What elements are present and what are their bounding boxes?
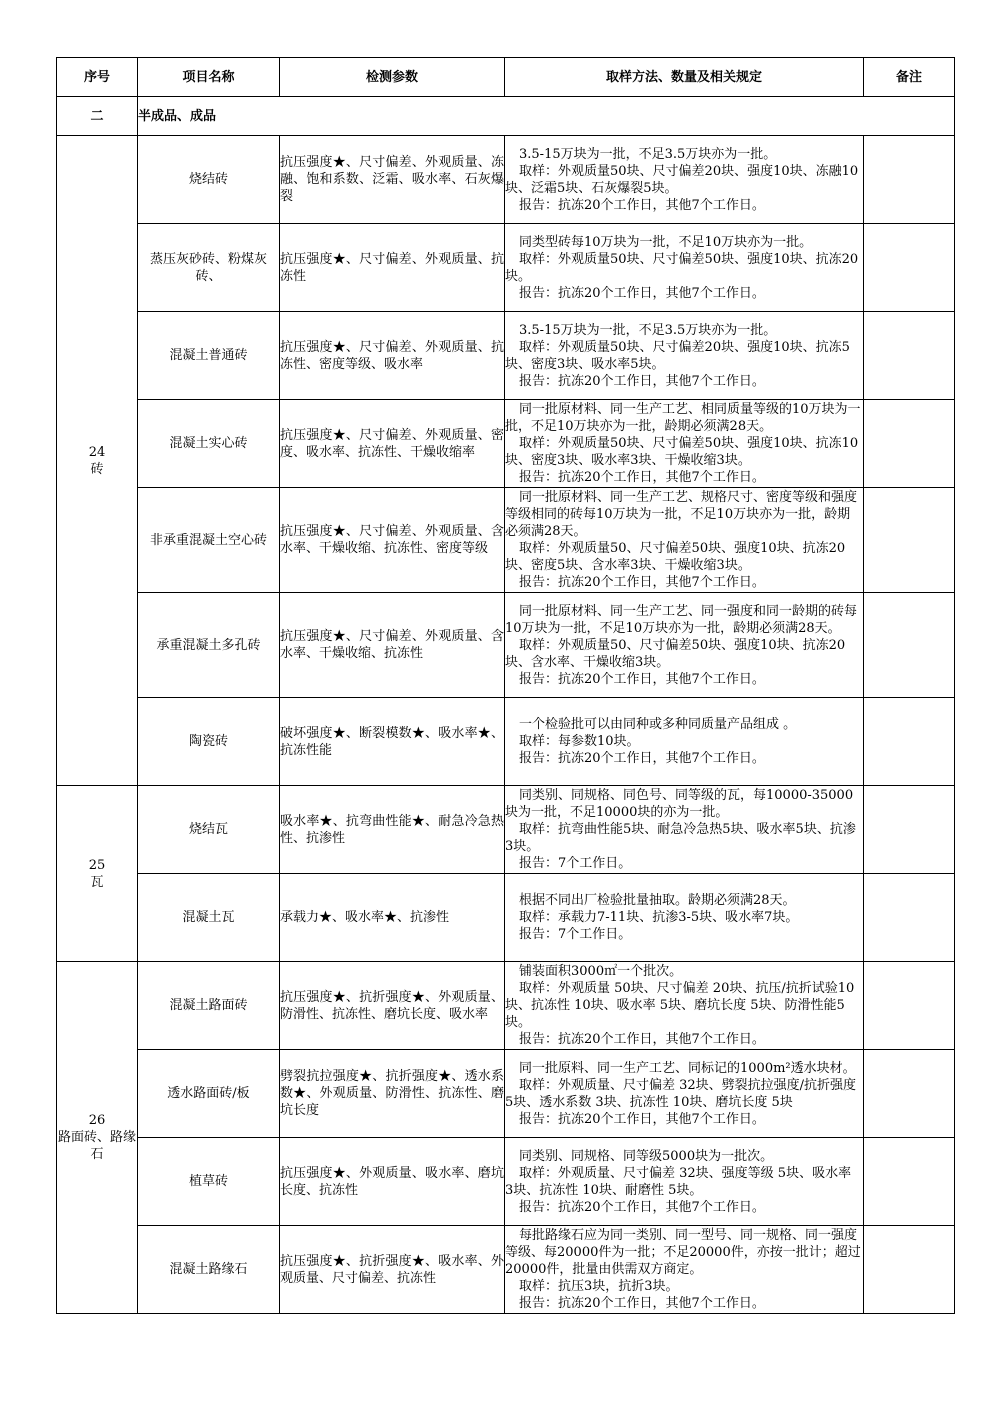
table-row	[57, 593, 955, 698]
item-name: 混凝土瓦	[138, 874, 280, 962]
item-rules	[505, 1226, 864, 1314]
item-name: 陶瓷砖	[138, 698, 280, 786]
item-note	[864, 400, 955, 488]
item-note	[864, 488, 955, 593]
rule-line: 报告：抗冻20个工作日，其他7个工作日。	[519, 1199, 765, 1215]
item-params: 抗压强度★、抗折强度★、外观质量、防滑性、抗冻性、磨坑长度、吸水率	[280, 962, 505, 1050]
item-params: 抗压强度★、尺寸偏差、外观质量、含水率、干燥收缩、抗冻性	[280, 593, 505, 698]
item-params: 劈裂抗拉强度★、抗折强度★、透水系数★、外观质量、防滑性、抗冻性、磨坑长度	[280, 1050, 505, 1138]
section-no: 二	[57, 97, 138, 136]
table-body	[57, 97, 955, 1314]
table-row	[57, 962, 955, 1050]
item-note	[864, 962, 955, 1050]
table-row	[57, 488, 955, 593]
item-params: 抗压强度★、尺寸偏差、外观质量、密度、吸水率、抗冻性、干燥收缩率	[280, 400, 505, 488]
table-row	[57, 1226, 955, 1314]
rule-line: 同一批原料、同一生产工艺、同标记的1000m²透水块材。	[519, 1060, 856, 1076]
rule-line: 报告：7个工作日。	[519, 927, 632, 942]
section-title: 半成品、成品	[138, 97, 955, 136]
rule-line: 报告：抗冻20个工作日，其他7个工作日。	[519, 285, 765, 301]
item-note	[864, 1226, 955, 1314]
rule-line: 报告：抗冻20个工作日，其他7个工作日。	[519, 575, 765, 590]
item-name: 混凝土普通砖	[138, 312, 280, 400]
rule-line: 取样：承载力7-11块、抗渗3-5块、吸水率7块。	[519, 910, 799, 925]
header-params: 检测参数	[280, 58, 505, 97]
item-note	[864, 1050, 955, 1138]
item-name: 烧结瓦	[138, 786, 280, 874]
item-rules	[505, 874, 864, 962]
rule-line: 报告：抗冻20个工作日，其他7个工作日。	[519, 373, 765, 389]
item-params: 抗压强度★、尺寸偏差、外观质量、抗冻性	[280, 224, 505, 312]
rule-line: 同类型砖每10万块为一批，不足10万块亦为一批。	[519, 234, 813, 250]
item-note	[864, 874, 955, 962]
item-name: 烧结砖	[138, 136, 280, 224]
group-name: 砖	[90, 461, 104, 477]
rule-line: 报告：抗冻20个工作日，其他7个工作日。	[519, 197, 765, 213]
rule-line: 根据不同出厂检验批量抽取。龄期必须满28天。	[519, 893, 796, 908]
rule-line: 同类别、同规格、同等级5000块为一批次。	[519, 1148, 774, 1164]
table-header-row	[57, 58, 955, 97]
item-rules	[505, 400, 864, 488]
item-name: 混凝土路缘石	[138, 1226, 280, 1314]
rule-line: 取样：外观质量50块、尺寸偏差20块、强度10块、冻融10块、泛霜5块、石灰爆裂5块。	[505, 163, 859, 196]
item-rules	[505, 593, 864, 698]
table-row	[57, 224, 955, 312]
table-row	[57, 698, 955, 786]
item-name: 混凝土实心砖	[138, 400, 280, 488]
rule-line: 3.5-15万块为一批，不足3.5万块亦为一批。	[519, 146, 777, 162]
rule-line: 同一批原材料、同一生产工艺、相同质量等级的10万块为一批，不足10万块亦为一批，龄期必须满28天。	[505, 402, 861, 434]
item-name: 混凝土路面砖	[138, 962, 280, 1050]
rule-line: 每批路缘石应为同一类别、同一型号、同一规格、同一强度等级、每20000件为一批；不足20000件，亦按一批计；超过20000件，批量由供需双方商定。	[505, 1228, 861, 1277]
rule-line: 报告：抗冻20个工作日，其他7个工作日。	[519, 671, 765, 687]
table-row	[57, 400, 955, 488]
rule-line: 取样：抗弯曲性能5块、耐急冷急热5块、吸水率5块、抗渗3块。	[505, 822, 856, 854]
item-params: 吸水率★、抗弯曲性能★、耐急冷急热性、抗渗性	[280, 786, 505, 874]
rule-line: 报告：抗冻20个工作日，其他7个工作日。	[519, 1296, 765, 1311]
group-number: 26	[88, 1113, 106, 1128]
item-note	[864, 136, 955, 224]
header-no: 序号	[57, 58, 138, 97]
header-note: 备注	[864, 58, 955, 97]
header-rules: 取样方法、数量及相关规定	[505, 58, 864, 97]
item-rules	[505, 962, 864, 1050]
rule-line: 取样：每参数10块。	[519, 734, 640, 749]
rule-line: 报告：7个工作日。	[519, 856, 632, 871]
rule-line: 取样：外观质量50块、尺寸偏差50块、强度10块、抗冻20块。	[505, 251, 859, 284]
item-note	[864, 1138, 955, 1226]
rule-line: 报告：抗冻20个工作日，其他7个工作日。	[519, 751, 765, 766]
item-rules	[505, 312, 864, 400]
item-rules	[505, 1050, 864, 1138]
group-name: 瓦	[90, 874, 104, 890]
rule-line: 取样：外观质量50、尺寸偏差50块、强度10块、抗冻20块、含水率、干燥收缩3块。	[505, 637, 846, 670]
group-cell	[57, 136, 138, 786]
item-rules	[505, 1138, 864, 1226]
rule-line: 同一批原材料、同一生产工艺、同一强度和同一龄期的砖每10万块为一批，不足10万块亦为一批，龄期必须满28天。	[505, 603, 858, 636]
table-row	[57, 1050, 955, 1138]
item-rules	[505, 786, 864, 874]
item-note	[864, 312, 955, 400]
item-params: 破坏强度★、断裂模数★、吸水率★、抗冻性能	[280, 698, 505, 786]
group-number: 24	[88, 444, 106, 460]
group-name: 路面砖、路缘石	[57, 1130, 136, 1162]
rule-line: 一个检验批可以由同种或多种同质量产品组成 。	[519, 717, 797, 732]
item-params: 承载力★、吸水率★、抗渗性	[280, 874, 505, 962]
item-params: 抗压强度★、尺寸偏差、外观质量、抗冻性、密度等级、吸水率	[280, 312, 505, 400]
rule-line: 取样：外观质量50块、尺寸偏差50块、强度10块、抗冻10块、密度3块、吸水率3块、干燥收缩3块。	[505, 436, 859, 468]
rule-line: 取样：抗压3块，抗折3块。	[519, 1279, 679, 1294]
rule-line: 取样：外观质量50块、尺寸偏差20块、强度10块、抗冻5块、密度3块、吸水率5块。	[505, 339, 850, 372]
item-note	[864, 698, 955, 786]
item-rules	[505, 488, 864, 593]
item-name: 透水路面砖/板	[138, 1050, 280, 1138]
item-params: 抗压强度★、尺寸偏差、外观质量、含水率、干燥收缩、抗冻性、密度等级	[280, 488, 505, 593]
table-row	[57, 136, 955, 224]
table-row	[57, 786, 955, 874]
item-note	[864, 786, 955, 874]
rule-line: 3.5-15万块为一批，不足3.5万块亦为一批。	[519, 322, 777, 338]
item-name: 非承重混凝土空心砖	[138, 488, 280, 593]
rule-line: 报告：抗冻20个工作日，其他7个工作日。	[519, 1111, 765, 1127]
rule-line: 取样：外观质量 50块、尺寸偏差 20块、抗压/抗折试验10块、抗冻性 10块、吸水率 5块、磨坑长度 5块、防滑性能5块。	[505, 981, 855, 1030]
header-name: 项目名称	[138, 58, 280, 97]
group-cell	[57, 786, 138, 962]
item-rules	[505, 698, 864, 786]
rule-line: 报告：抗冻20个工作日，其他7个工作日。	[519, 470, 765, 485]
rule-line: 报告：抗冻20个工作日，其他7个工作日。	[519, 1032, 765, 1047]
table-row	[57, 312, 955, 400]
item-note	[864, 224, 955, 312]
item-name: 承重混凝土多孔砖	[138, 593, 280, 698]
rule-line: 取样：外观质量、尺寸偏差 32块、强度等级 5块、吸水率 3块、抗冻性 10块、耐磨性 5块。	[505, 1165, 852, 1198]
item-rules	[505, 224, 864, 312]
item-note	[864, 593, 955, 698]
item-params: 抗压强度★、抗折强度★、吸水率、外观质量、尺寸偏差、抗冻性	[280, 1226, 505, 1314]
table-row	[57, 1138, 955, 1226]
section-row	[57, 97, 955, 136]
item-params: 抗压强度★、尺寸偏差、外观质量、冻融、饱和系数、泛霜、吸水率、石灰爆裂	[280, 136, 505, 224]
rule-line: 同类别、同规格、同色号、同等级的瓦，每10000-35000块为一批，不足10000块的亦为一批。	[505, 788, 854, 820]
group-number: 25	[88, 857, 106, 873]
item-name: 蒸压灰砂砖、粉煤灰砖、	[138, 224, 280, 312]
table-row	[57, 874, 955, 962]
rule-line: 取样：外观质量50、尺寸偏差50块、强度10块、抗冻20块、密度5块、含水率3块、干燥收缩3块。	[505, 541, 846, 573]
rule-line: 取样：外观质量、尺寸偏差 32块、劈裂抗拉强度/抗折强度 5块、透水系数 3块、抗冻性 10块、磨坑长度 5块	[505, 1077, 857, 1110]
rule-line: 铺装面积3000㎡一个批次。	[519, 964, 683, 979]
group-cell	[57, 962, 138, 1314]
item-params: 抗压强度★、外观质量、吸水率、磨坑长度、抗冻性	[280, 1138, 505, 1226]
item-name: 植草砖	[138, 1138, 280, 1226]
inspection-spec-table	[56, 57, 955, 1314]
item-rules	[505, 136, 864, 224]
rule-line: 同一批原材料、同一生产工艺、规格尺寸、密度等级和强度等级相同的砖每10万块为一批，不足10万块亦为一批，龄期必须满28天。	[505, 490, 858, 539]
